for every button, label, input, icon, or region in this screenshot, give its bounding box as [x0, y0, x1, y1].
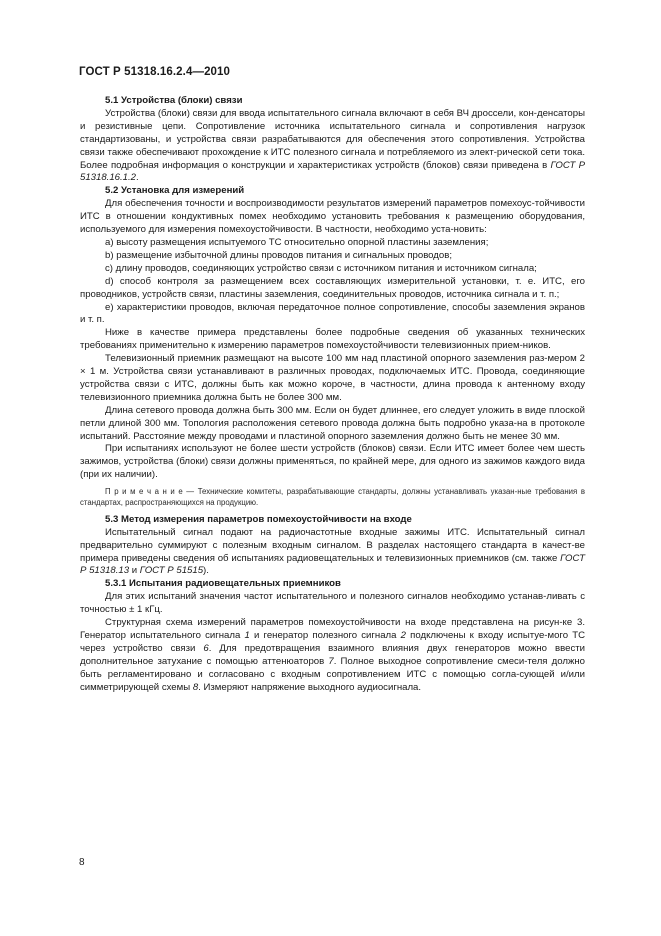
standard-reference: ГОСТ Р 51515 [139, 565, 204, 577]
paragraph-text: подключены к входу испытуе-мого ТС через устройство связи [80, 629, 585, 654]
page-number: 8 [79, 857, 85, 868]
section-5-2-intro: Для обеспечения точности и воспроизводимости результатов измерений параметров помехоус-тойчивости ИТС в отношении кондуктивных помех необходимо установить требования к размещению оборудования, используемого для измерения помехоустойчивости. В частности, необходимо уста-новить: [80, 198, 585, 236]
standard-reference: ГОСТ Р 51318.13 [80, 552, 585, 577]
section-5-2-title: 5.2 Установка для измерений [105, 185, 245, 197]
section-5-1-title: 5.1 Устройства (блоки) связи [105, 95, 243, 106]
note-label: П р и м е ч а н и е [105, 487, 183, 497]
section-5-3-1-title: 5.3.1 Испытания радиовещательных приемников [105, 578, 341, 590]
figure-item-number: 2 [400, 629, 406, 641]
list-item-e: e) характеристики проводов, включая передаточное полное сопротивление, способы заземления экранов и т. п. [80, 301, 585, 326]
paragraph-text: и генератор полезного сигнала [249, 629, 397, 641]
note-text: — Технические комитеты, разрабатывающие стандарты, должны устанавливать указан-ные требования в стандартах, распространяющихся на продукцию. [80, 487, 585, 507]
section-5-3-paragraph [80, 527, 585, 579]
page-content [80, 95, 585, 694]
section-5-3-1-paragraph-1: Для этих испытаний значения частот испытательного и полезного сигналов необходимо устанав-ливать с точностью ± 1 кГц. [80, 591, 585, 616]
list-item-c: c) длину проводов, соединяющих устройство связи с источником питания и источником сигнала; [105, 262, 537, 274]
paragraph-text: Структурная схема измерений параметров помехоустойчивости на входе представлена на рисун-ке 3. Генератор испытательного сигнала [80, 617, 585, 641]
list-item-a: a) высоту размещения испытуемого ТС относительно опорной пластины заземления; [105, 236, 489, 248]
paragraph-coupling-count: При испытаниях используют не более шести устройств (блоков) связи. Если ИТС имеет более чем шесть зажимов, устройства (блоки) связи должны применяться, по крайней мере, для одного из зажимов каждого вида (при их наличии). [80, 443, 585, 481]
list-item-b: b) размещение избыточной длины проводов питания и сигнальных проводов; [105, 249, 452, 261]
paragraph-text: . Для предотвращения взаимного влияния двух генераторов можно ввести дополнительное затухание с помощью аттенюаторов [80, 642, 585, 667]
paragraph-text: . Полное выходное сопротивление смеси-теля должно быть регламентировано и согласовано с входным сопротивлением ИТС с помощью согла-сующей и/или симметрирующей схемы [80, 655, 585, 693]
paragraph-text: Устройства (блоки) связи для ввода испытательного сигнала включают в себя ВЧ дроссели, кон-денсаторы и резистивные цепи. Сопротивление источника испытательного сигнала и сопротивления нагрузок стандартизованы, и устройства связи разрабатываются для обеспечения этого сопротивления. Устройства связи также обеспечивают прохождение к ИТС полезного сигнала и потребляемого из элект-рической сети тока. Более подробная информация о конструкции и характеристиках устройств (блоков) связи приведена в [80, 107, 585, 171]
paragraph-text: . [136, 172, 139, 184]
page-header: ГОСТ Р 51318.16.2.4—2010 [79, 66, 231, 78]
figure-item-number: 1 [244, 629, 250, 641]
section-5-1-paragraph [80, 108, 585, 185]
paragraph-text: ). [203, 565, 209, 577]
figure-item-number: 7 [328, 655, 334, 667]
paragraph-power-cable: Длина сетевого провода должна быть 300 мм. Если он будет длиннее, его следует уложить в виде плоской петли длиной 300 мм. Топология расположения сетевого провода должна быть подробно указа-на в протоколе испытаний. Расстояние между проводами и пластиной опорного заземления должно быть не менее 30 мм. [80, 404, 585, 442]
section-5-3-1-paragraph-2 [80, 617, 585, 694]
paragraph-example: Ниже в качестве примера представлены более подробные сведения об указанных технических требованиях применительно к измерению параметров помехоустойчивости телевизионных прием-ников. [80, 327, 585, 352]
paragraph-text: Испытательный сигнал подают на радиочастотные входные зажимы ИТС. Испытательный сигнал предварительно суммируют с полезным входным сигналом. В разделах настоящего стандарта в качест-ве примера приведены сведения об испытаниях радиовещательных и телевизионных приемников (см. также [80, 526, 585, 564]
paragraph-text: . Измеряют напряжение выходного аудиосигнала. [198, 681, 422, 693]
paragraph-tv-receiver: Телевизионный приемник размещают на высоте 100 мм над пластиной опорного заземления раз-мером 2 × 1 м. Устройства связи устанавливают в различных проводах, подключаемых ИТС. Провода, соединяющие устройства связи с ИТС, должны быть как можно короче, в частности, длина провода к антенному входу телевизионного приемника должна быть не более 300 мм. [80, 353, 585, 403]
standard-reference: ГОСТ Р 51318.16.1.2 [80, 159, 585, 184]
section-5-3-title: 5.3 Метод измерения параметров помехоустойчивости на входе [105, 513, 412, 525]
note [80, 487, 585, 509]
figure-item-number: 6 [203, 642, 209, 654]
figure-item-number: 8 [192, 681, 199, 693]
paragraph-text: и [129, 565, 140, 577]
list-item-d: d) способ контроля за размещением всех составляющих измерительной установки, т. е. ИТС, его проводников, устройств связи, пластины заземления, соединительных проводов, источника сигнала и т. п.; [80, 275, 585, 300]
